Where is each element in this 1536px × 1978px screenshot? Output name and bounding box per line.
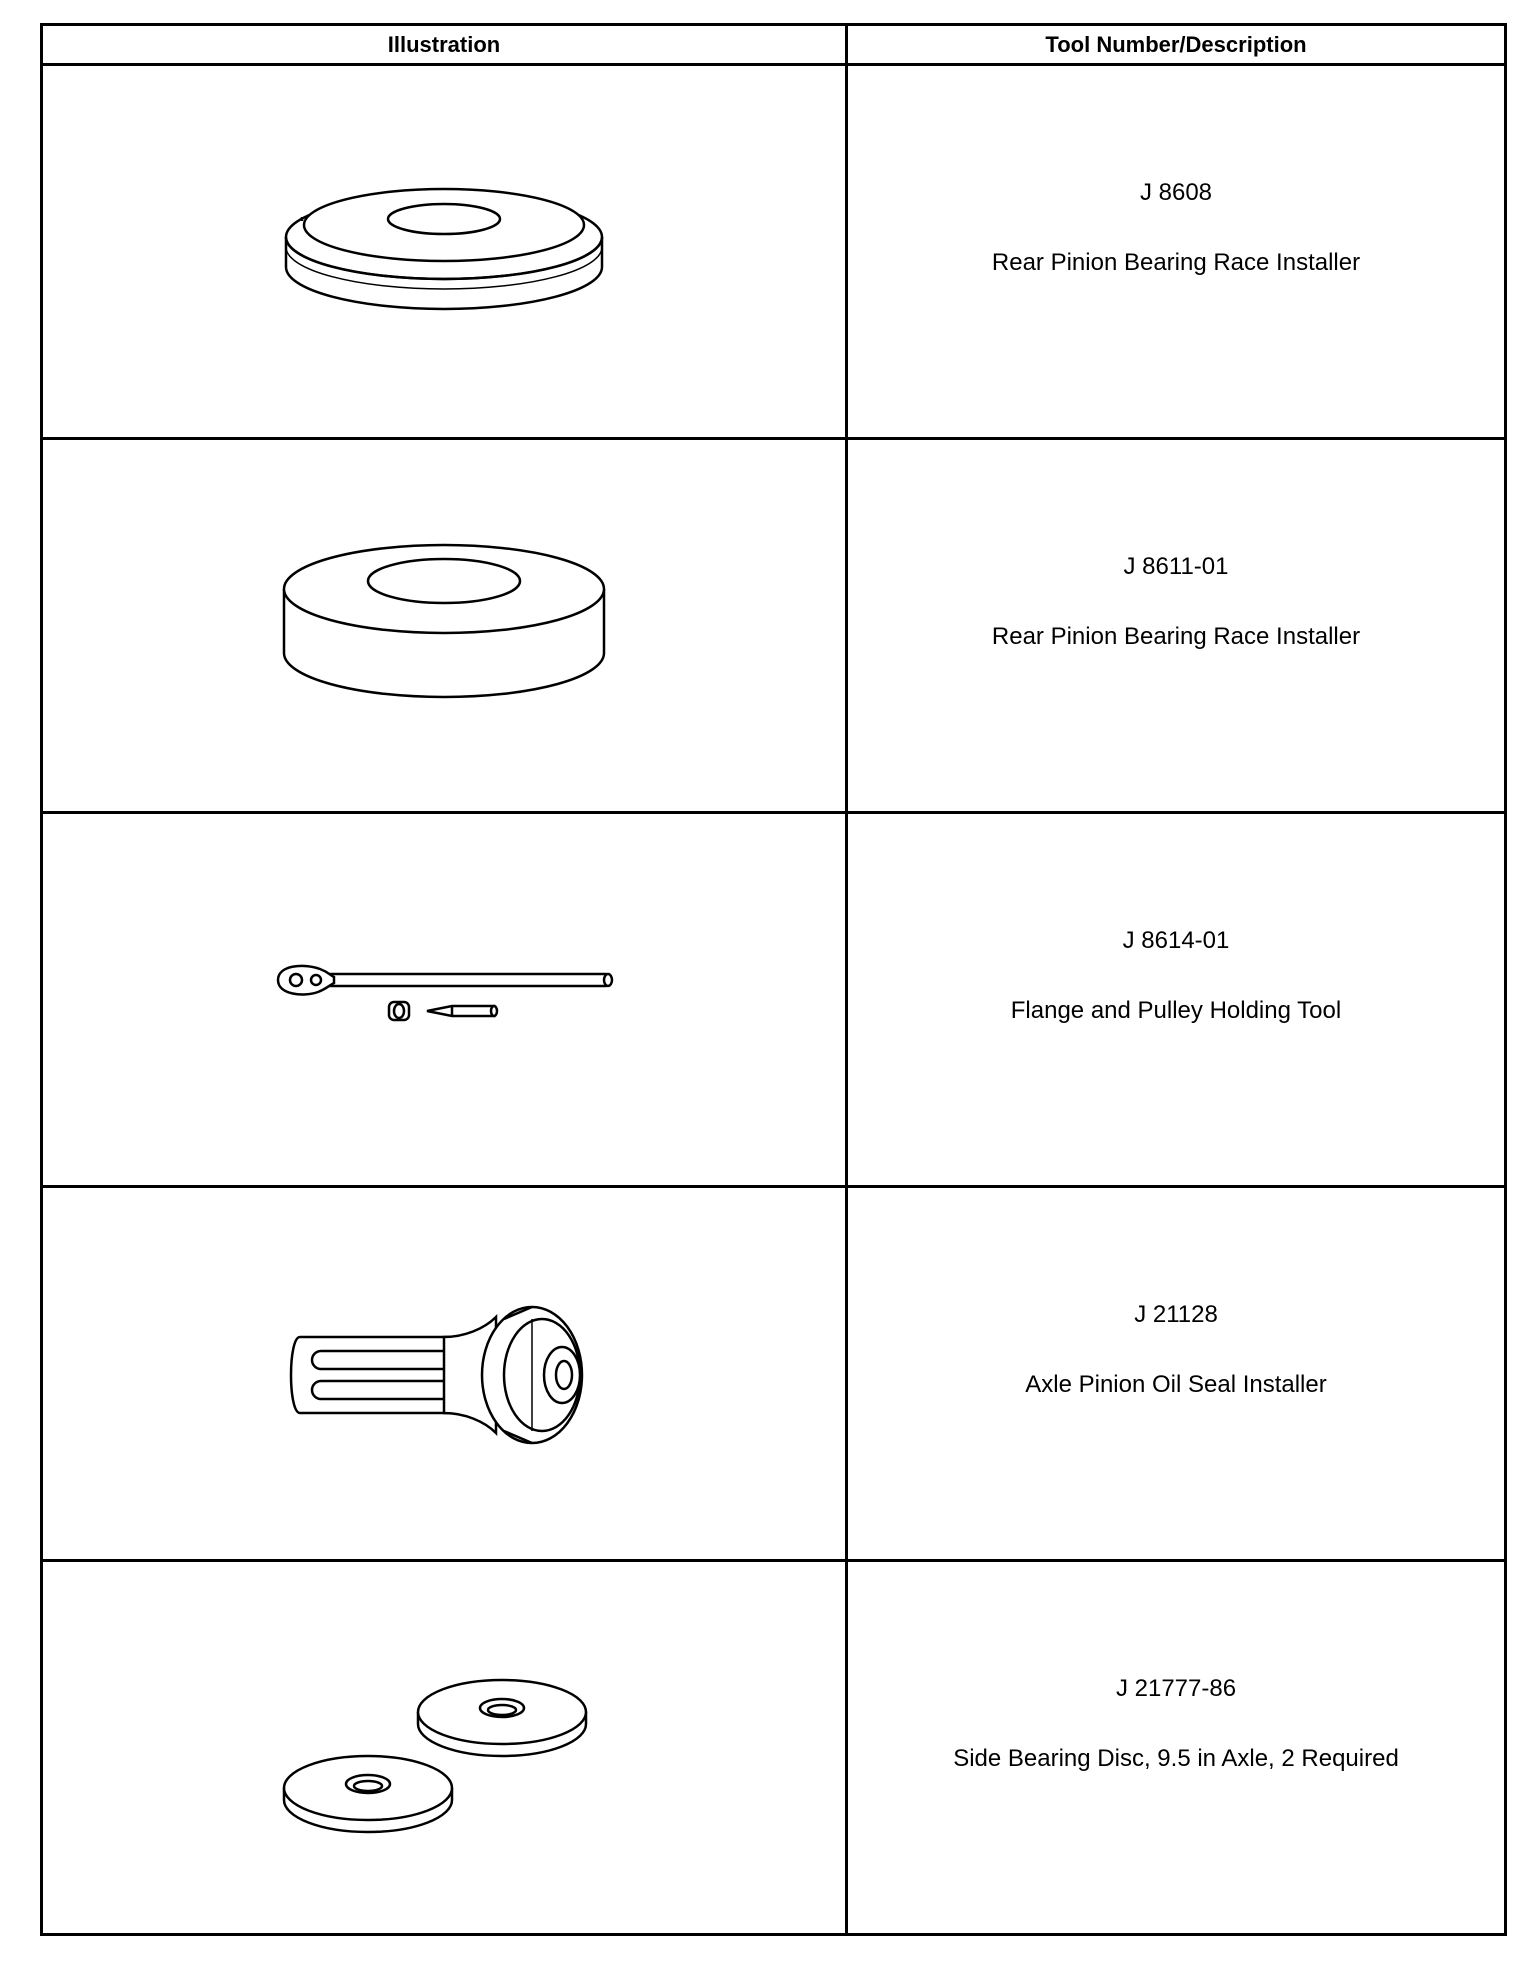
tool-number: J 8608 <box>1139 178 1213 206</box>
illustration-cell <box>42 439 847 813</box>
tool-number: J 8614-01 <box>1122 926 1230 954</box>
tool-description: Axle Pinion Oil Seal Installer <box>1025 1370 1327 1398</box>
tool-description-cell <box>847 1187 1506 1561</box>
table-row <box>42 439 1506 813</box>
illustration-cell <box>42 65 847 439</box>
special-tools-table <box>40 23 1507 1936</box>
header-illustration: Illustration <box>42 25 847 65</box>
tool-description-cell <box>847 813 1506 1187</box>
table-row <box>42 1561 1506 1935</box>
tool-description-cell <box>847 1561 1506 1935</box>
thin-race-installer-icon <box>274 177 614 327</box>
seal-installer-icon <box>274 1289 614 1459</box>
tool-number: J 8611-01 <box>1123 552 1229 580</box>
bearing-discs-icon <box>274 1648 614 1848</box>
tool-description: Rear Pinion Bearing Race Installer <box>991 248 1361 276</box>
table-row <box>42 813 1506 1187</box>
tool-number: J 21128 <box>1134 1300 1218 1328</box>
tool-description: Side Bearing Disc, 9.5 in Axle, 2 Required <box>953 1744 1399 1772</box>
tool-description: Flange and Pulley Holding Tool <box>1010 996 1342 1024</box>
illustration-cell <box>42 813 847 1187</box>
illustration-cell <box>42 1561 847 1935</box>
tool-description-cell <box>847 65 1506 439</box>
thick-race-installer-icon <box>274 541 614 711</box>
tool-description-cell <box>847 439 1506 813</box>
table-header-row <box>42 25 1506 65</box>
table-row <box>42 65 1506 439</box>
holding-tool-icon <box>264 955 624 1045</box>
illustration-cell <box>42 1187 847 1561</box>
table-row <box>42 1187 1506 1561</box>
tool-number: J 21777-86 <box>1115 1674 1237 1702</box>
header-tool-number-description: Tool Number/Description <box>847 25 1506 65</box>
tool-description: Rear Pinion Bearing Race Installer <box>991 622 1361 650</box>
